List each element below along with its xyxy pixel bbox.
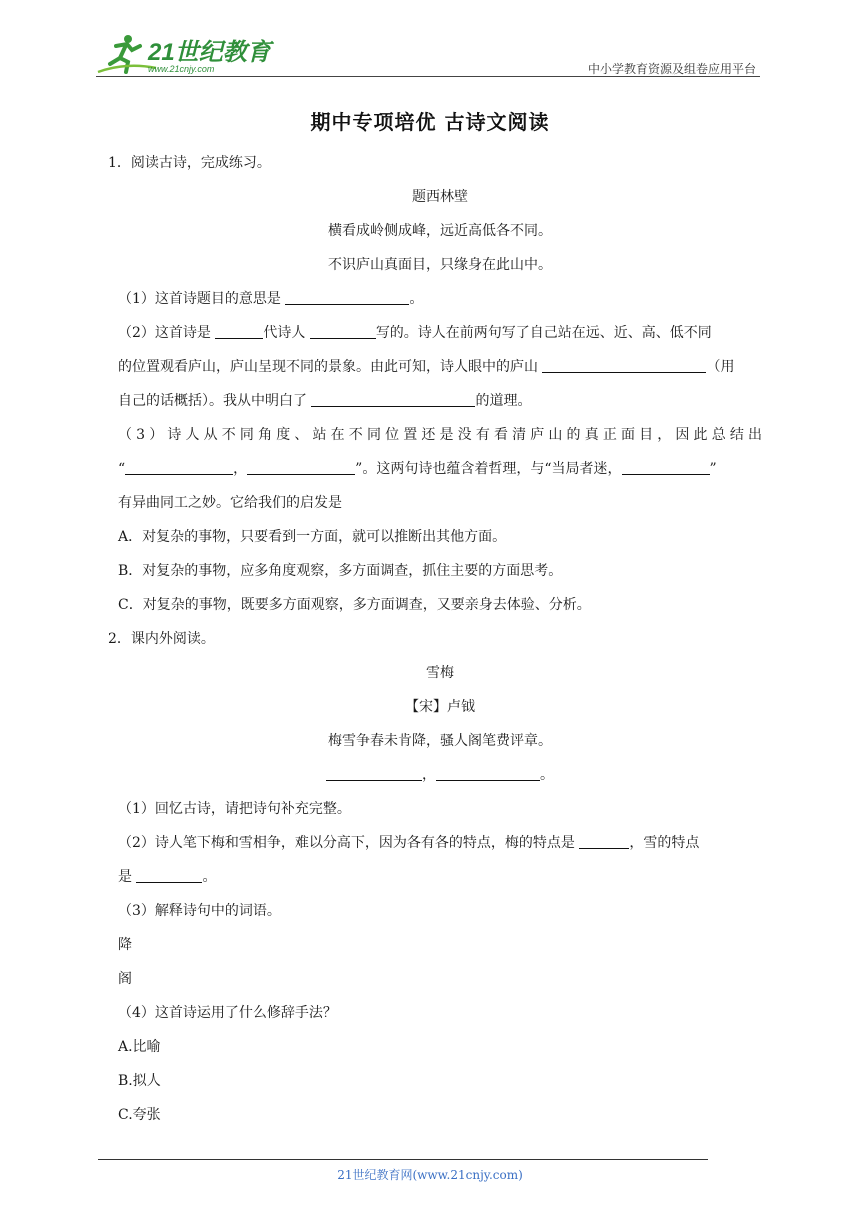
answer-blank[interactable] xyxy=(285,286,409,305)
q1-part-3-line-1: （3）诗人从不同角度、站在不同位置还是没有看清庐山的真正面目，因此总结出 xyxy=(118,427,762,443)
svg-text:www.21cnjy.com: www.21cnjy.com xyxy=(148,64,215,74)
q2-part-2-text: 是 xyxy=(118,869,137,885)
answer-blank[interactable] xyxy=(326,762,422,781)
answer-blank[interactable] xyxy=(136,864,202,883)
answer-blank[interactable] xyxy=(310,320,376,339)
q2-option-c[interactable]: C.夸张 xyxy=(118,1107,161,1123)
q1-option-a[interactable]: A．对复杂的事物，只要看到一方面，就可以推断出其他方面。 xyxy=(118,529,507,545)
q1-part-2-text: （用 xyxy=(706,359,735,375)
q1-part-3-text: ， xyxy=(233,461,248,477)
q2-poem-line-2 xyxy=(118,758,762,792)
q1-part-2-text: 的位置观看庐山，庐山呈现不同的景象。由此可知，诗人眼中的庐山 xyxy=(118,359,543,375)
q1-stem: 1．阅读古诗，完成练习。 xyxy=(108,155,271,171)
q1-part-2-text: 自己的话概括）。我从中明白了 xyxy=(118,393,312,409)
answer-blank[interactable] xyxy=(542,354,706,373)
footer-divider xyxy=(98,1159,708,1160)
q1-option-c[interactable]: C．对复杂的事物，既要多方面观察，多方面调查，又要亲身去体验、分析。 xyxy=(118,597,591,613)
answer-blank[interactable] xyxy=(622,456,710,475)
q1-option-b[interactable]: B．对复杂的事物，应多角度观察，多方面调查，抓住主要的方面思考。 xyxy=(118,563,563,579)
q2-part-4: （4）这首诗运用了什么修辞手法？ xyxy=(118,1005,337,1021)
answer-blank[interactable] xyxy=(311,388,475,407)
q1-part-3-text: ”。这两句诗也蕴含着哲理，与“当局者迷， xyxy=(355,461,622,477)
q2-poem-line-1: 梅雪争春未肯降，骚人阁笔费评章。 xyxy=(328,733,552,749)
q2-option-b[interactable]: B.拟人 xyxy=(118,1073,161,1089)
q1-part-3-text: “ xyxy=(118,461,126,477)
answer-blank[interactable] xyxy=(215,320,263,339)
q1-part-2-text: 写的。诗人在前两句写了自己站在远、近、高、低不同 xyxy=(375,325,712,341)
q1-part-1-text: （1）这首诗题目的意思是 xyxy=(118,291,286,307)
q1-poem-line-2: 不识庐山真面目，只缘身在此山中。 xyxy=(328,257,552,273)
q2-part-3: （3）解释诗句中的词语。 xyxy=(118,903,281,919)
q2-poem-title: 雪梅 xyxy=(426,665,454,681)
q1-part-2-line-1 xyxy=(118,316,762,350)
q1-part-2-line-3 xyxy=(118,384,762,418)
q1-part-2-text: 代诗人 xyxy=(263,325,310,341)
q2-poem-period: 。 xyxy=(540,767,554,783)
q2-poem-comma: ， xyxy=(422,767,436,783)
q1-part-2-text: （2）这首诗是 xyxy=(118,325,216,341)
exam-content xyxy=(108,146,762,1132)
q2-part-2-text: （2）诗人笔下梅和雪相争，难以分高下，因为各有各的特点，梅的特点是 xyxy=(118,835,580,851)
svg-text:21世纪教育: 21世纪教育 xyxy=(148,39,271,66)
platform-name: 中小学教育资源及组卷应用平台 xyxy=(587,62,756,76)
page-title: 期中专项培优 古诗文阅读 xyxy=(310,110,550,134)
header-divider xyxy=(96,76,760,77)
q2-part-2-line-1 xyxy=(118,826,762,860)
q1-part-3-text: ” xyxy=(709,461,717,477)
q2-part-2-text: 。 xyxy=(202,869,217,885)
site-logo xyxy=(96,32,296,76)
q1-part-3-line-3: 有异曲同工之妙。它给我们的启发是 xyxy=(118,495,342,511)
q2-stem: 2．课内外阅读。 xyxy=(108,631,215,647)
page-header xyxy=(96,30,760,78)
q2-part-1: （1）回忆古诗，请把诗句补充完整。 xyxy=(118,801,351,817)
q2-word-2: 阁 xyxy=(118,971,132,987)
q1-part-1 xyxy=(118,282,762,316)
answer-blank[interactable] xyxy=(436,762,540,781)
q2-part-2-text: ，雪的特点 xyxy=(629,835,700,851)
q1-part-3-line-2 xyxy=(118,452,762,486)
q2-poem-author: 【宋】卢钺 xyxy=(405,699,475,715)
answer-blank[interactable] xyxy=(579,830,629,849)
q1-part-2-line-2 xyxy=(118,350,762,384)
q1-poem-title: 题西林壁 xyxy=(412,189,468,205)
q2-part-2-line-2 xyxy=(118,860,762,894)
q1-poem-line-1: 横看成岭侧成峰，远近高低各不同。 xyxy=(328,223,552,239)
answer-blank[interactable] xyxy=(247,456,355,475)
footer-link[interactable]: 21世纪教育网(www.21cnjy.com) xyxy=(337,1168,523,1182)
q1-part-1-end: 。 xyxy=(409,291,424,307)
answer-blank[interactable] xyxy=(125,456,233,475)
q2-option-a[interactable]: A.比喻 xyxy=(118,1039,161,1055)
q2-word-1: 降 xyxy=(118,937,132,953)
q1-part-2-text: 的道理。 xyxy=(475,393,532,409)
